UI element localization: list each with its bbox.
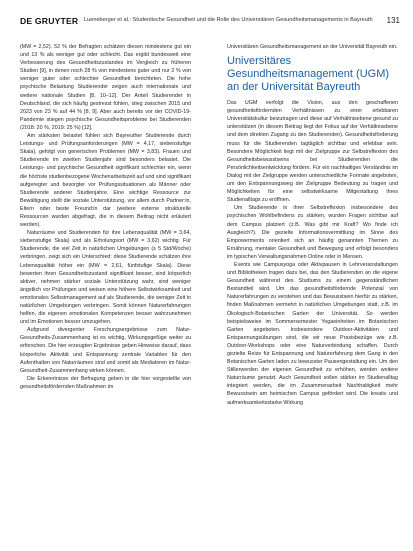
publisher-logo: DE GRUYTER [20,16,79,26]
paragraph: Universitären Gesundheitsmanagement an der Universität Bayreuth ein. [227,44,398,50]
paragraph: Aufgrund divergenter Forschungsergebnisse zum Natur-Gesundheits-Zusammenhang ist es wichtig, Wirkungsgefüge weiter zu erforschen. Die hier erzeugten Ergebnisse geben Hinweise darauf, dass körperliche Aktivität und Entspannung zentrale Variablen für den Aufenthalten von Naturräumen sind und somit als Mediatoren im Natur-Gesundheit-Zusammenhang wirken können. [20,327,191,374]
paragraph: Events wie Campusyoga oder Aktivpausen in Lehrveranstaltungen und Bibliotheken tragen dazu bei, das den Studierenden an die eigene Gesundheit während des Studiums zu einem gegenständlichen Bestandteil wird. Um das gesundheitsfördernde Potenzial von Naturerfahrungen zu verstehen und das Bewusstsein hierfür zu stärken, finden Maßnahmen vermehrt in natürlichen Umgebungen statt, z.B. im Ökologisch-Botanischen Garten der Universität. So werden beispielsweise im Sommersemester Yogaeinheiten im Botanischen Garten angeboten. Insbesondere Outdoor-Aktivitäten und Entspannungsübungen sind, die wir neue Praxisbezüge wie z.B. Outdoor-Workshops oder eine Naturverbindung schaffen. Durch gezielte Reize für Entspannung und Naturerfahrung dem Gang in den Botanischen Garten laden zu bewusster Pausengestaltung ein. Um den Stillerwerden der eigenen Gesundheit zu erhöhen, werden weitere Naturräume genutzt. Auch Gesundheit sollen stärker im Studienalltag integriert werden, die im Zusammenarbeit Nachhaltigkeit mehr Bewusstsein am heimischen Campus gefördert wird. Die kreativ und aufmerksamkeitsstarke Wirkung [227,261,398,406]
paragraph: Das UGM verfolgt die Vision, aus den geschaffenen gesundheitsfördernden Verhältnissen zu einer erlebbaren Universitätskultur beizutragen und diese auf Verhältnisebene gesund zu unterstützen (in diesem Beitrag liegt der Fokus auf der Verhältnisebene und dem direkten Zugang zu den Studierenden). Gesundheitsförderung muss für die Studierenden tagtäglich sichtbar und erlebbar sein. Besondere Möglichkeit liegt mit der Zielgruppe zur Selbstreflexion des Gesundheitsbewusstseins bei Studierenden die Persönlichkeitsentwicklung fördern. Für ein nachhaltiges Verständnis im Dialog mit der Zielgruppe werden unterschiedliche Formate angeboten, um den Entspannungsweg der Zielgruppe Bedeutung zu tragen und Möglichkeiten für eine selbstwirksame Mitgestaltung ihres Studienalltags zu eröffnen. [227,100,398,204]
running-title: Lueneberger et al.: Studentische Gesundheit und die Rolle des Universitären Gesundheitsmanagements in Bayreuth [84,17,373,23]
page-number: 131 [386,16,400,25]
right-column [227,43,398,407]
paragraph: (MW = 2,52). 52 % der Befragten schätzen diesen mindestens gut ein und 13 % als weniger gut oder schlecht. Das ergibt bundesweit eine Verbesserung des Gesundheitszustandes im Vergleich zu früheren Studien [9], in denen noch 28 % von mindestens guter und nur 2 % von weniger guter oder schlechter Gesundheit berichteten. Die hohe psychische Belastung Studierender zeigen auch internationale und weitere nationale Studien [8, 10–12]. Der Anteil Studierender in Deutschland, die sich häufig gestresst fühlen, stieg zwischen 2015 und 2023 von 23 % auf 44 % [8, 9]. Aber auch bereits vor der COVID-19-Pandemie stiegen psychische Gesundheitsprobleme bei Studierenden (2018: 20 %, 2019: 25 %) [12]. [20,44,191,131]
paragraph: Naturräume und Studierenden für ihre Lebensqualität (MW = 3,64, siebenstufige Skala) und als Erholungsort (MW = 3,62) wichtig. Für Studierende, die viel Zeit in natürlichen Umgebungen (≥ 5 Std/Woche) verbringen, zeigt sich ein Unterschied: diese Studierende schätzen ihre Lebensqualität höher ein (MW = 2,61, fünfstufige Skala). Diese bewerten ihren Gesundheitszustand signifikant besser, sind körperlich aktiver, nehmen stärker soziale Unterstützung wahr, sind weniger ängstlich vor Prüfungen und weisen eine höhere Selbstwirksamkeit und emotionales Selbstmanagement auf als Studierende, die weniger Zeit in natürlichen Umgebungen verbringen. Somit können Naturerfahrungen helfen, die eigenen emotionalen Kompetenzen besser wahrzunehmen und im Emotionen besser umzugehen. [20,230,191,326]
left-column [20,43,191,391]
paragraph: Die Erkenntnisse der Befragung geben in die hier vorgestellte von gesundheitsfördernden Maßnahmen im [20,375,191,390]
section-heading: Universitäres Gesundheitsmanagement (UGM) an der Universität Bayreuth [227,55,390,94]
page-header [20,16,400,28]
paragraph: Um Studierende in ihrer Selbstreflexion insbesondere des psychischen Wohlbefindens zu stärken, wurden Fragen sichtbar auf dem Campus platziert (z.B. Was gibt mir Kraft? Wo finde ich Ausgleich?). Die gezielte Informationsvermittlung im Sinne des Empowerments orientiert sich an häufig genannten Themen zu Ernährung, mentaler Gesundheit und Bewegung und erfolgt besonders im typischen Verwaltungsnahmen Online oder in Mensen. [227,205,398,260]
paragraph: Am stärksten belastet fühlen sich Bayreuther Studierende durch Leistungs- und Prüfungsanforderungen (MW = 4,17, siebenstufige Skala), gefolgt von generischen Problemen (MW = 3,83). Frauen und Studierende im zweiten Studienjahr sind besonders belastet. Die Leistungs- und psychische Gesundheit signifikant schlechter ein, wenn die höchste studienbezogene Wochenarbeitszeit auf und sind signifikant aufgeregter und besorgter vor Prüfungssituationen als Männer oder Studierende anderer Studienjahre. Eine wichtige Ressource zur Bewältigung stellt die soziale Unterstützung, vor allem durch Partner:in, Eltern oder beste Freund:in dar (weitere externe strukturelle Ressourcen wurden abgefragt, die in diesem Beitrag nicht erläutert werden). [20,133,191,229]
